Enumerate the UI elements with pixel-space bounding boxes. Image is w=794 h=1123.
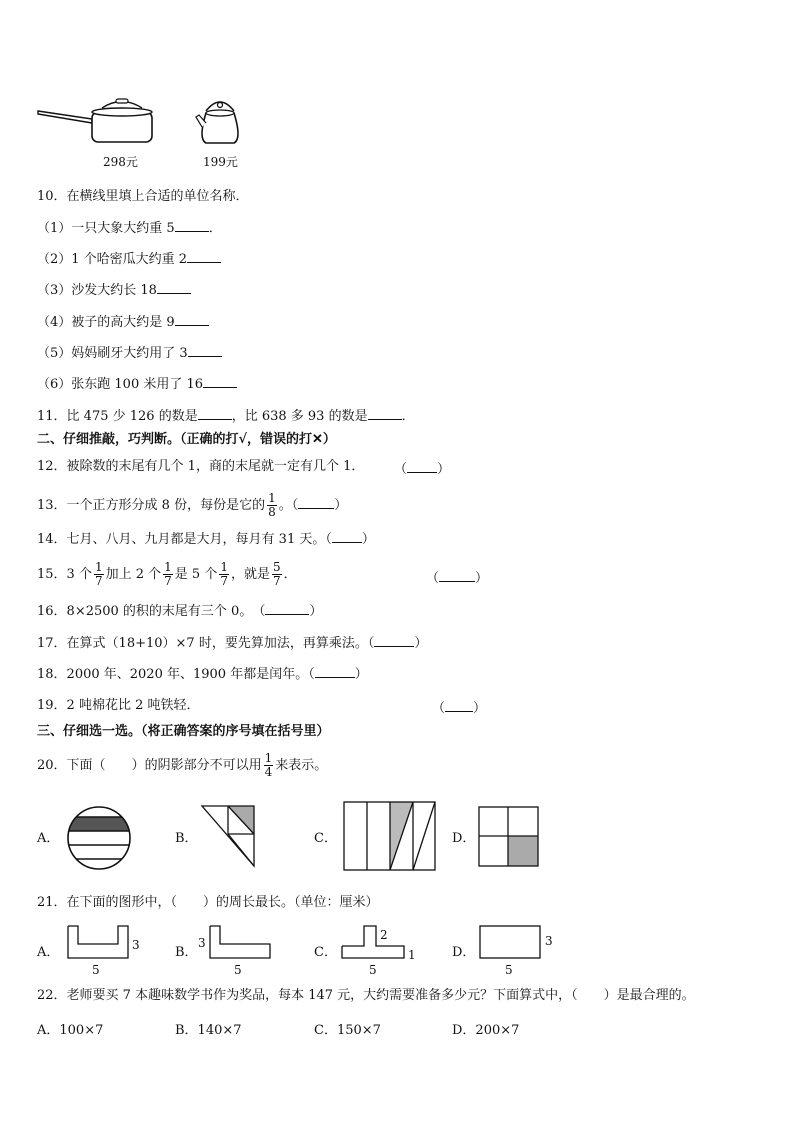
q11: 11．比 475 少 126 的数是 ，比 638 多 93 的数是 ． — [37, 409, 415, 424]
q21-figure-d — [478, 924, 542, 960]
q21-c-h1: 2 — [380, 928, 388, 942]
q14: 14．七月、八月、九月都是大月，每月有 31 天。（ ） — [37, 532, 375, 547]
q22-option-a[interactable]: A．100×7 — [37, 1023, 104, 1038]
q20-figure-b — [200, 804, 258, 868]
q10-item-2: （2）1 个哈密瓜大约重 2 — [37, 250, 221, 269]
q21-figure-b — [208, 924, 272, 960]
kettle-price: 199元 — [203, 155, 238, 169]
q20-figure-d — [478, 806, 540, 868]
q16: 16．8×2500 的积的末尾有三个 0。 （ ） — [37, 604, 323, 619]
q21-b-width: 5 — [234, 963, 242, 977]
q20-option-a[interactable]: A． — [37, 831, 60, 846]
q20-stem: 20．下面（ ）的阴影部分不可以用 $\frac{1}{4}$ 来表示。 — [37, 751, 328, 779]
q19-answer[interactable]: （ ） — [432, 701, 487, 716]
q10-item-5: （5）妈妈刷牙大约用了 3 — [37, 344, 222, 363]
q22-option-b[interactable]: B．140×7 — [175, 1023, 242, 1038]
q21-option-d[interactable]: D． — [452, 945, 476, 960]
kettle-icon — [196, 99, 244, 145]
q10-stem: 10．在横线里填上合适的单位名称． — [37, 189, 249, 204]
q22-stem: 22．老师要买 7 本趣味数学书作为奖品，每本 147 元，大约需要准备多少元？下面算式中，（ ）是最合理的。 — [37, 988, 695, 1003]
q10-item-1: （1）一只大象大约重 5 ． — [37, 221, 222, 236]
q20-figure-a — [66, 805, 132, 871]
q21-option-a[interactable]: A． — [37, 945, 60, 960]
q21-d-height: 3 — [545, 934, 553, 948]
q22-option-c[interactable]: C．150×7 — [314, 1023, 381, 1038]
q10-item-6: （6）张东跑 100 米用了 16 — [37, 375, 237, 394]
q22-option-d[interactable]: D．200×7 — [452, 1023, 520, 1038]
q12: 12．被除数的末尾有几个 1，商的末尾就一定有几个 1． — [37, 459, 365, 474]
q10-item-4: （4）被子的高大约是 9 — [37, 313, 209, 332]
q21-b-height: 3 — [198, 936, 206, 950]
section-2-title: 二、仔细推敲，巧判断。（正确的打√，错误的打✕） — [37, 432, 336, 447]
q21-a-width: 5 — [92, 963, 100, 977]
q20-option-c[interactable]: C． — [314, 831, 337, 846]
q20-option-d[interactable]: D． — [452, 831, 476, 846]
q13: 13．一个正方形分成 8 份，每份是它的 $\frac{1}{8}$ 。（ ） — [37, 491, 348, 519]
pot-icon — [36, 97, 156, 147]
q21-a-height: 3 — [132, 938, 140, 952]
q21-figure-c — [340, 924, 406, 960]
q21-option-c[interactable]: C． — [314, 945, 337, 960]
fraction-1-8: $\frac{1}{8}$ — [268, 491, 276, 519]
pot-price: 298元 — [103, 155, 138, 169]
q21-c-h2: 1 — [408, 948, 416, 962]
q15-answer[interactable]: （ ） — [426, 571, 489, 586]
q21-d-width: 5 — [505, 963, 513, 977]
q21-c-width: 5 — [369, 963, 377, 977]
q21-stem: 21．在下面的图形中，（ ）的周长最长。（单位：厘米） — [37, 895, 379, 910]
q21-option-b[interactable]: B． — [175, 945, 198, 960]
q19: 19．2 吨棉花比 2 吨铁轻． — [37, 698, 200, 713]
q20-figure-c — [343, 800, 437, 872]
q10-item-3: （3）沙发大约长 18 — [37, 281, 191, 300]
q20-option-b[interactable]: B． — [175, 831, 198, 846]
q18: 18．2000 年、2020 年、1900 年都是闰年。（ ） — [37, 667, 368, 682]
q17: 17．在算式（18+10）×7 时，要先算加法，再算乘法。（ ） — [37, 636, 428, 651]
q21-figure-a — [66, 924, 130, 960]
q12-answer[interactable]: （ ） — [394, 462, 451, 477]
q15: 15．3 个 $\frac{1}{7}$ 加上 2 个 $\frac{1}{7}$ 是 5 个 $\frac{1}{7}$ ，就是 $\frac{5}{7}$ ． — [37, 560, 297, 588]
section-3-title: 三、仔细选一选。（将正确答案的序号填在括号里） — [37, 724, 330, 739]
